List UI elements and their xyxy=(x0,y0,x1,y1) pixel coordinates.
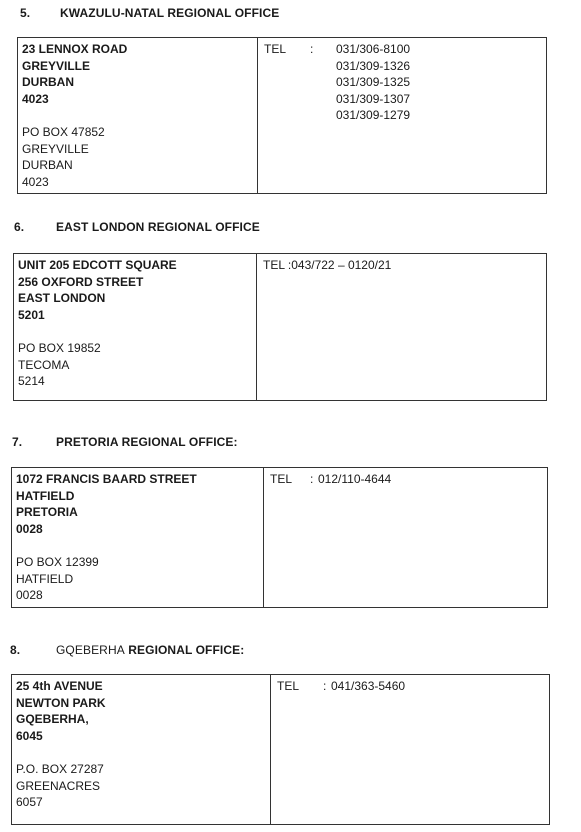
office-7-telephone-cell xyxy=(264,468,547,607)
office-8-contact-box xyxy=(11,674,550,825)
office-5-address-cell xyxy=(18,38,258,193)
office-8-address-cell xyxy=(12,675,271,824)
office-7-name: PRETORIA REGIONAL OFFICE: xyxy=(56,435,238,449)
tel-number: 031/306-8100 xyxy=(336,42,411,56)
postal-line: DURBAN xyxy=(22,158,73,173)
office-6-number: 6. xyxy=(14,220,25,234)
office-5-street-address xyxy=(22,41,253,107)
office-8-name: REGIONAL OFFICE: xyxy=(128,643,245,657)
office-5-heading xyxy=(20,6,279,20)
office-6-address-cell xyxy=(14,254,257,400)
postal-line: PO BOX 12399 xyxy=(16,554,99,569)
office-7-contact-box xyxy=(11,467,548,608)
office-7-number: 7. xyxy=(12,435,23,449)
postal-line: TECOMA xyxy=(18,357,70,372)
office-6-street-address xyxy=(18,257,252,323)
address-line: 5201 xyxy=(18,307,45,322)
tel-number: 031/309-1307 xyxy=(336,91,411,106)
office-8-tel-numbers xyxy=(331,678,405,695)
address-line: 1072 FRANCIS BAARD STREET xyxy=(16,472,197,486)
postal-line: GREYVILLE xyxy=(22,141,89,156)
office-7-street-address xyxy=(16,471,259,537)
tel-number: 012/110-4644 xyxy=(318,472,392,486)
address-line: 256 OXFORD STREET xyxy=(18,274,144,289)
postal-line: 4023 xyxy=(22,174,49,189)
tel-separator: : xyxy=(310,42,314,56)
address-line: HATFIELD xyxy=(16,488,75,503)
address-line: 0028 xyxy=(16,521,43,536)
address-line: UNIT 205 EDCOTT SQUARE xyxy=(18,258,177,272)
address-line: 4023 xyxy=(22,91,49,106)
address-line: 6045 xyxy=(16,728,43,743)
office-5-tel-numbers xyxy=(336,41,410,124)
office-7-address-cell xyxy=(12,468,264,607)
postal-line: HATFIELD xyxy=(16,571,74,586)
office-6-contact-box xyxy=(13,253,547,401)
office-6-telephone-cell xyxy=(257,254,546,400)
tel-number: 031/309-1326 xyxy=(336,58,411,73)
postal-line: 6057 xyxy=(16,795,43,810)
address-line: 23 LENNOX ROAD xyxy=(22,42,128,56)
office-6-postal-address xyxy=(18,340,252,390)
office-8-telephone-cell xyxy=(271,675,549,824)
office-8-name-prefix: GQEBERHA xyxy=(56,643,125,657)
address-line: PRETORIA xyxy=(16,505,78,520)
tel-label: TEL xyxy=(270,472,293,486)
office-5-telephone-cell xyxy=(258,38,546,193)
postal-line: 0028 xyxy=(16,588,43,603)
address-line: EAST LONDON xyxy=(18,291,106,306)
postal-line: 5214 xyxy=(18,374,45,389)
address-line: DURBAN xyxy=(22,75,74,90)
address-line: NEWTON PARK xyxy=(16,695,106,710)
address-line: 25 4th AVENUE xyxy=(16,679,103,693)
office-5-postal-address xyxy=(22,124,253,190)
tel-number: 031/309-1325 xyxy=(336,75,411,90)
tel-number: 031/309-1279 xyxy=(336,108,411,123)
postal-line: PO BOX 19852 xyxy=(18,340,101,355)
tel-number: 041/363-5460 xyxy=(331,679,406,693)
postal-line: P.O. BOX 27287 xyxy=(16,761,104,776)
office-8-number: 8. xyxy=(10,643,21,657)
tel-separator: : xyxy=(323,679,327,693)
tel-label: TEL xyxy=(264,42,287,56)
office-8-heading xyxy=(10,643,244,657)
postal-line: PO BOX 47852 xyxy=(22,124,105,139)
address-line: GREYVILLE xyxy=(22,58,91,73)
office-5-contact-box xyxy=(17,37,547,194)
office-8-street-address xyxy=(16,678,266,744)
tel-separator: : xyxy=(310,472,314,486)
address-line: GQEBERHA, xyxy=(16,712,89,727)
office-6-name: EAST LONDON REGIONAL OFFICE xyxy=(56,220,260,234)
office-7-postal-address xyxy=(16,554,259,604)
office-8-postal-address xyxy=(16,761,266,811)
office-5-name: KWAZULU-NATAL REGIONAL OFFICE xyxy=(60,6,280,20)
office-7-heading xyxy=(12,435,238,449)
postal-line: GREENACRES xyxy=(16,778,101,793)
office-6-heading xyxy=(14,220,260,234)
office-7-tel-numbers xyxy=(318,471,391,488)
tel-number: TEL :043/722 – 0120/21 xyxy=(263,258,392,272)
office-5-number: 5. xyxy=(20,6,31,20)
tel-label: TEL xyxy=(277,679,300,693)
